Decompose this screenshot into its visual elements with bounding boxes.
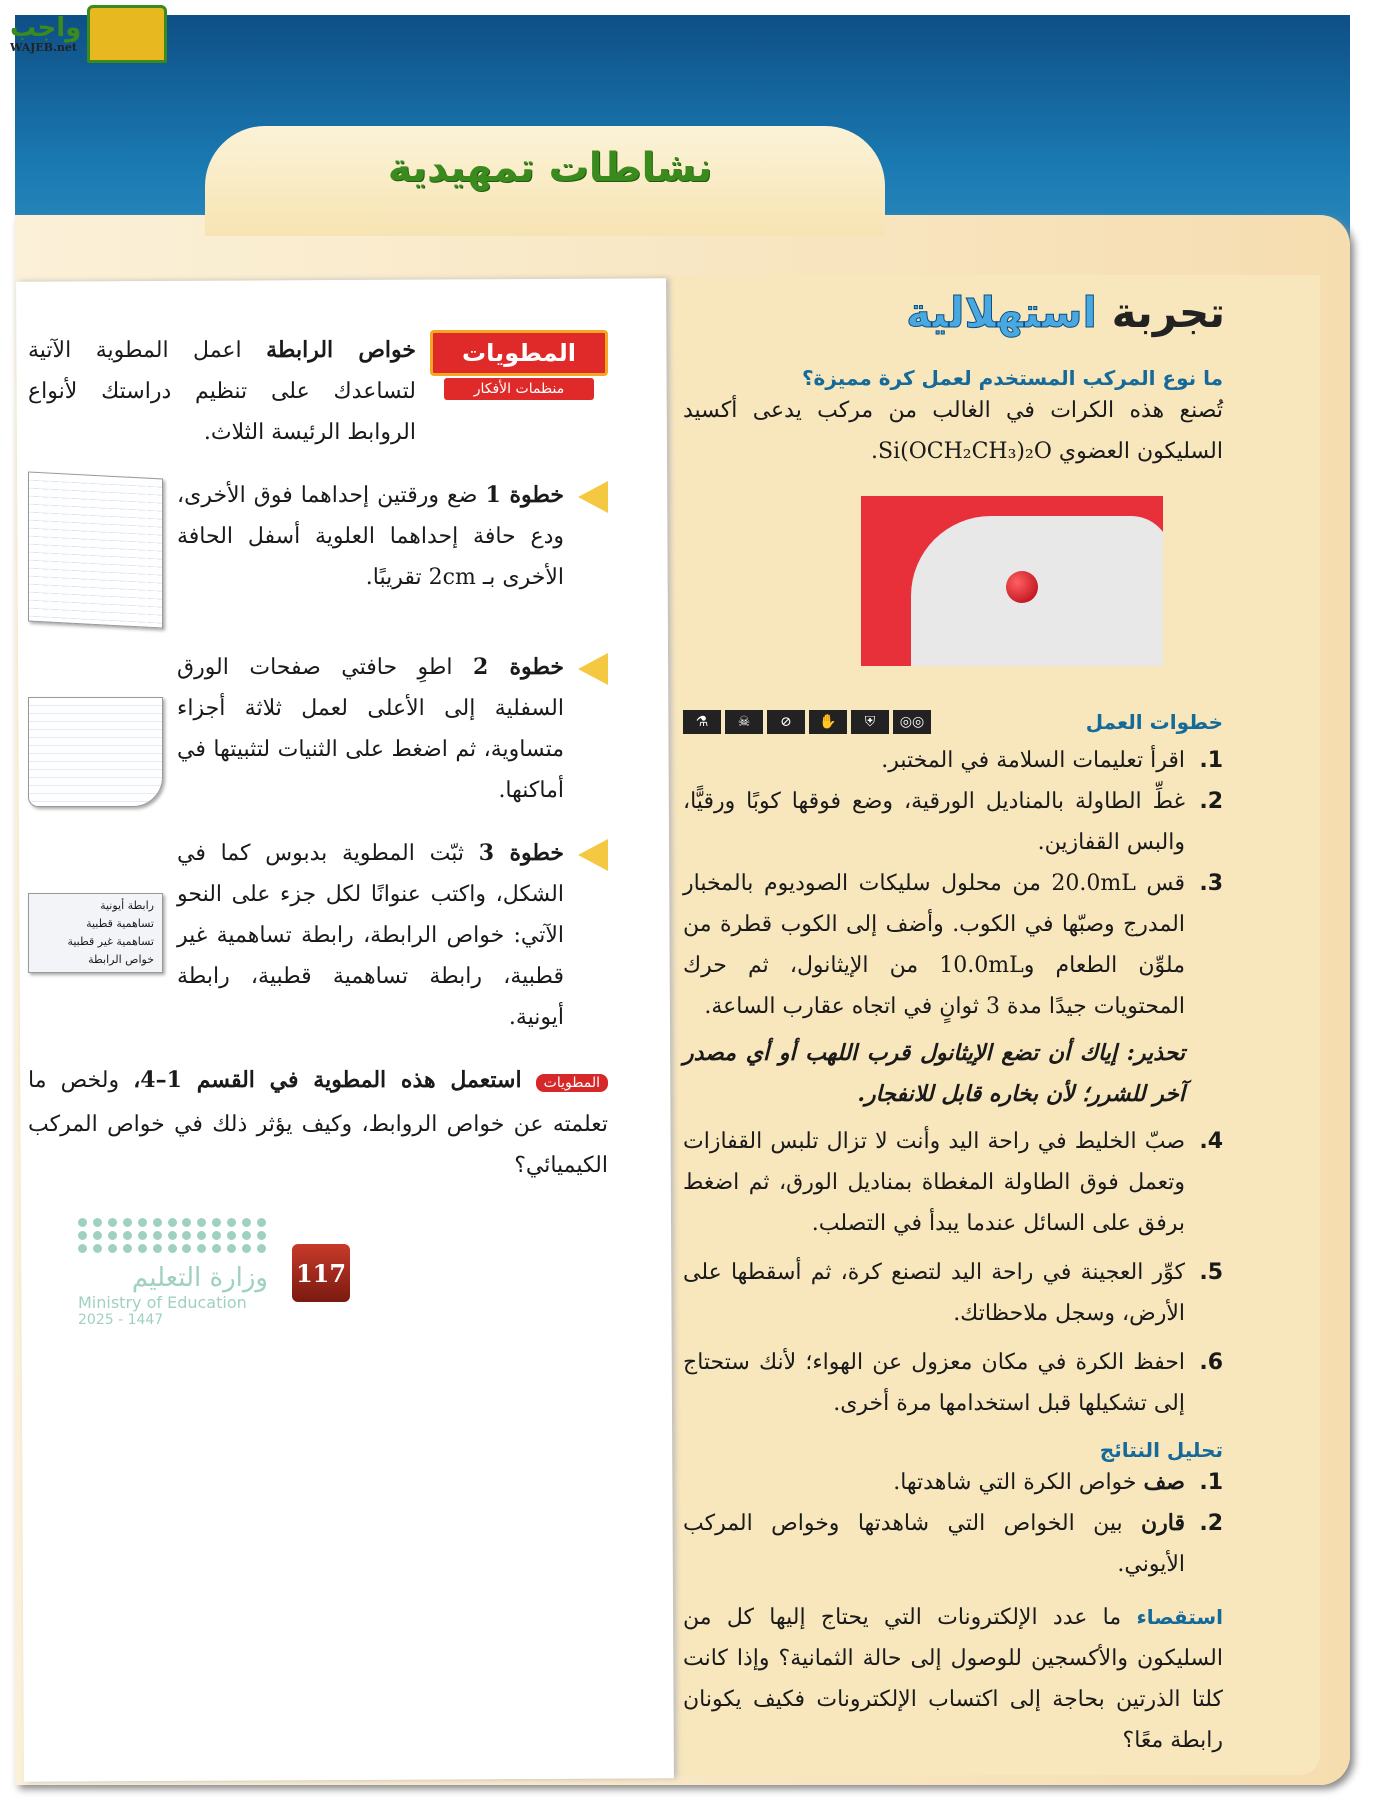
analysis-list bbox=[683, 1462, 1223, 1585]
step-item bbox=[683, 863, 1223, 1027]
title-part-b: استهلالية bbox=[906, 288, 1097, 337]
tab-label: تساهمية غير قطبية bbox=[67, 935, 154, 948]
watermark-sub: WAJEB.net bbox=[10, 40, 77, 54]
logo-dots bbox=[78, 1218, 268, 1253]
logo-dot bbox=[153, 1244, 162, 1253]
footer bbox=[28, 1218, 608, 1328]
logo-dot bbox=[168, 1218, 177, 1227]
step-number: 5. bbox=[1199, 1260, 1223, 1285]
fold-step-2-row bbox=[28, 647, 608, 811]
step-number: 3. bbox=[1199, 871, 1223, 896]
analysis-heading: تحليل النتائج bbox=[1099, 1438, 1223, 1462]
logo-dot bbox=[168, 1244, 177, 1253]
item-number: 2. bbox=[1199, 1511, 1223, 1536]
logo-dot bbox=[123, 1218, 132, 1227]
experiment-question: ما نوع المركب المستخدم لعمل كرة مميزة؟ bbox=[801, 366, 1223, 390]
logo-dot bbox=[153, 1231, 162, 1240]
logo-dot bbox=[93, 1244, 102, 1253]
logo-dot bbox=[257, 1218, 266, 1227]
step-number: 6. bbox=[1199, 1350, 1223, 1375]
page-number: 117 bbox=[292, 1244, 350, 1302]
step-text: قس 20.0mL من محلول سليكات الصوديوم بالمخبار المدرج وصبّها في الكوب. وأضف إلى الكوب قطرة من ملوِّن الطعام و10.0mL من الإيثانول، ثم حرك المحتويات جيدًا مدة 3 ثوانٍ في اتجاه عقارب الساعة. bbox=[683, 871, 1185, 1019]
logo-dot bbox=[138, 1231, 147, 1240]
foldables-column bbox=[28, 330, 608, 1328]
book-icon bbox=[87, 5, 167, 63]
step-item bbox=[683, 1252, 1223, 1334]
logo-dot bbox=[182, 1231, 191, 1240]
item-text: بين الخواص التي شاهدتها وخواص المركب الأيوني. bbox=[683, 1511, 1185, 1577]
step-label: خطوة 3 bbox=[478, 840, 564, 866]
logo-dot bbox=[242, 1218, 251, 1227]
item-text: خواص الكرة التي شاهدتها. bbox=[893, 1470, 1144, 1495]
logo-dot bbox=[182, 1218, 191, 1227]
analysis-item bbox=[683, 1462, 1223, 1503]
logo-dot bbox=[197, 1244, 206, 1253]
edition-year: 2025 - 1447 bbox=[78, 1312, 164, 1328]
step-label: خطوة 1 bbox=[485, 482, 564, 508]
safety-icons bbox=[683, 710, 931, 734]
intro-bold: خواص الرابطة bbox=[266, 337, 416, 363]
logo-dot bbox=[242, 1244, 251, 1253]
step-number: 2. bbox=[1199, 789, 1223, 814]
logo-dot bbox=[108, 1218, 117, 1227]
ministry-english: Ministry of Education bbox=[78, 1293, 247, 1312]
goggles-icon: ◎◎ bbox=[893, 710, 931, 734]
watermark-logo bbox=[10, 5, 167, 63]
fold-step-1-row bbox=[28, 475, 608, 625]
step-text: اقرأ تعليمات السلامة في المختبر. bbox=[881, 748, 1185, 773]
foldables-note bbox=[28, 1060, 608, 1186]
note-bold: استعمل هذه المطوية في القسم 1–4، bbox=[133, 1067, 522, 1093]
logo-dot bbox=[227, 1218, 236, 1227]
logo-dot bbox=[78, 1244, 87, 1253]
logo-dot bbox=[212, 1218, 221, 1227]
item-number: 1. bbox=[1199, 1470, 1223, 1495]
intro-text: اعمل المطوية الآتية لتساعدك على تنظيم دراستك لأنواع الروابط الرئيسة الثلاث. bbox=[28, 338, 416, 445]
ministry-arabic: وزارة التعليم bbox=[131, 1263, 268, 1293]
logo-dot bbox=[138, 1218, 147, 1227]
experiment-title bbox=[900, 288, 1225, 337]
step-text: اطوِ حافتي صفحات الورق السفلية إلى الأعلى لعمل ثلاثة أجزاء متساوية، ثم اضغط على الثنيات لتثبيتها في أماكنها. bbox=[177, 655, 564, 803]
step-text: صبّ الخليط في راحة اليد وأنت لا تزال تلبس القفازات وتعمل فوق الطاولة المغطاة بمناديل الورق، ثم اضغط برفق على السائل عندما يبدأ في التصلب. bbox=[683, 1129, 1185, 1236]
logo-dot bbox=[123, 1244, 132, 1253]
arrow-icon bbox=[578, 653, 608, 685]
inquiry-text: ما عدد الإلكترونات التي يحتاج إليها كل من السليكون والأكسجين للوصول إلى حالة الثمانية؟ وإذا كانت كلتا الذرتين بحاجة إلى اكتساب الإلكترونات فكيف يكونان رابطة معًا؟ bbox=[683, 1605, 1223, 1753]
hand-wash-icon: ⚗ bbox=[683, 710, 721, 734]
fold-step-3-row bbox=[28, 833, 608, 1038]
note-text: ولخص ما تعلمته عن خواص الروابط، وكيف يؤثر ذلك في خواص المركب الكيميائي؟ bbox=[28, 1068, 608, 1178]
logo-dot bbox=[257, 1231, 266, 1240]
logo-dot bbox=[168, 1231, 177, 1240]
foldables-intro bbox=[28, 330, 416, 453]
tab-label: خواص الرابطة bbox=[88, 953, 154, 966]
logo-dot bbox=[197, 1231, 206, 1240]
toxic-icon: ☠ bbox=[725, 710, 763, 734]
logo-dot bbox=[227, 1231, 236, 1240]
photo-ball-in-hand bbox=[861, 496, 1163, 666]
badge-title: المطويات bbox=[430, 330, 608, 376]
step-item bbox=[683, 781, 1223, 863]
experiment-intro: تُصنع هذه الكرات في الغالب من مركب يدعى أكسيد السليكون العضوي Si(OCH₂CH₃)₂O. bbox=[683, 398, 1223, 464]
logo-dot bbox=[78, 1218, 87, 1227]
badge-subtitle: منظمات الأفكار bbox=[444, 378, 594, 400]
verb: قارن bbox=[1141, 1510, 1185, 1536]
fold-illustration-3 bbox=[28, 893, 163, 973]
tab-label: رابطة أيونية bbox=[100, 899, 154, 912]
step-text: ثبّت المطوية بدبوس كما في الشكل، واكتب عنوانًا لكل جزء على النحو الآتي: خواص الرابطة، رابطة تساهمية غير قطبية، رابطة تساهمية قطبية، رابطة أيونية. bbox=[177, 841, 564, 1030]
logo-dot bbox=[93, 1218, 102, 1227]
logo-dot bbox=[197, 1218, 206, 1227]
red-ball bbox=[1006, 571, 1038, 603]
logo-dot bbox=[108, 1244, 117, 1253]
note-badge: المطويات bbox=[536, 1074, 608, 1092]
title-part-a: تجربة bbox=[1111, 288, 1225, 337]
logo-dot bbox=[257, 1244, 266, 1253]
analysis-item bbox=[683, 1503, 1223, 1585]
step-text: غطِّ الطاولة بالمناديل الورقية، وضع فوقها كوبًا ورقيًّا، والبس القفازين. bbox=[683, 789, 1185, 855]
logo-dot bbox=[123, 1231, 132, 1240]
ministry-logo bbox=[78, 1218, 268, 1328]
step-label: خطوة 2 bbox=[473, 654, 564, 680]
experiment-intro-block bbox=[683, 366, 1223, 472]
logo-dot bbox=[227, 1244, 236, 1253]
arrow-icon bbox=[578, 481, 608, 513]
step-text: كوِّر العجينة في راحة اليد لتصنع كرة، ثم أسقطها على الأرض، وسجل ملاحظاتك. bbox=[683, 1260, 1185, 1326]
fold-illustration-1 bbox=[28, 471, 163, 628]
steps-list-2 bbox=[683, 1121, 1223, 1424]
steps-heading: خطوات العمل bbox=[1085, 710, 1223, 734]
verb: صف bbox=[1143, 1469, 1185, 1495]
flame-icon: ⊘ bbox=[767, 710, 805, 734]
section-title: نشاطات تمهيدية bbox=[387, 145, 713, 191]
logo-dot bbox=[138, 1244, 147, 1253]
lab-coat-icon: ⛨ bbox=[851, 710, 889, 734]
fold-step-1 bbox=[177, 475, 564, 598]
logo-dot bbox=[242, 1231, 251, 1240]
tab-label: تساهمية قطبية bbox=[86, 917, 154, 930]
logo-dot bbox=[212, 1231, 221, 1240]
logo-dot bbox=[108, 1231, 117, 1240]
logo-dot bbox=[182, 1244, 191, 1253]
watermark-text: واجب bbox=[10, 12, 82, 43]
fold-step-2 bbox=[177, 647, 564, 811]
fold-illustration-2 bbox=[28, 697, 163, 807]
arrow-icon bbox=[578, 839, 608, 871]
inquiry bbox=[683, 1597, 1223, 1761]
step-text: ضع ورقتين إحداهما فوق الأخرى، ودع حافة إحداهما العلوية أسفل الحافة الأخرى بـ 2cm تقريبًا. bbox=[177, 483, 564, 590]
step-item bbox=[683, 1342, 1223, 1424]
step-text: احفظ الكرة في مكان معزول عن الهواء؛ لأنك ستحتاج إلى تشكيلها قبل استخدامها مرة أخرى. bbox=[683, 1350, 1185, 1416]
step-number: 4. bbox=[1199, 1129, 1223, 1154]
logo-dot bbox=[212, 1244, 221, 1253]
steps-list bbox=[683, 740, 1223, 1027]
logo-dot bbox=[93, 1231, 102, 1240]
inquiry-label: استقصاء bbox=[1136, 1605, 1223, 1629]
logo-dot bbox=[153, 1218, 162, 1227]
foldables-badge bbox=[430, 330, 608, 400]
step-item bbox=[683, 740, 1223, 781]
procedure bbox=[683, 710, 1223, 1761]
step-item bbox=[683, 1121, 1223, 1244]
foldables-header bbox=[28, 330, 608, 453]
step-number: 1. bbox=[1199, 748, 1223, 773]
warning-text: تحذير: إياك أن تضع الإيثانول قرب اللهب أو أي مصدر آخر للشرر؛ لأن بخاره قابل للانفجار. bbox=[683, 1040, 1185, 1107]
gloves-icon: ✋ bbox=[809, 710, 847, 734]
fold-step-3 bbox=[177, 833, 564, 1038]
logo-dot bbox=[78, 1231, 87, 1240]
